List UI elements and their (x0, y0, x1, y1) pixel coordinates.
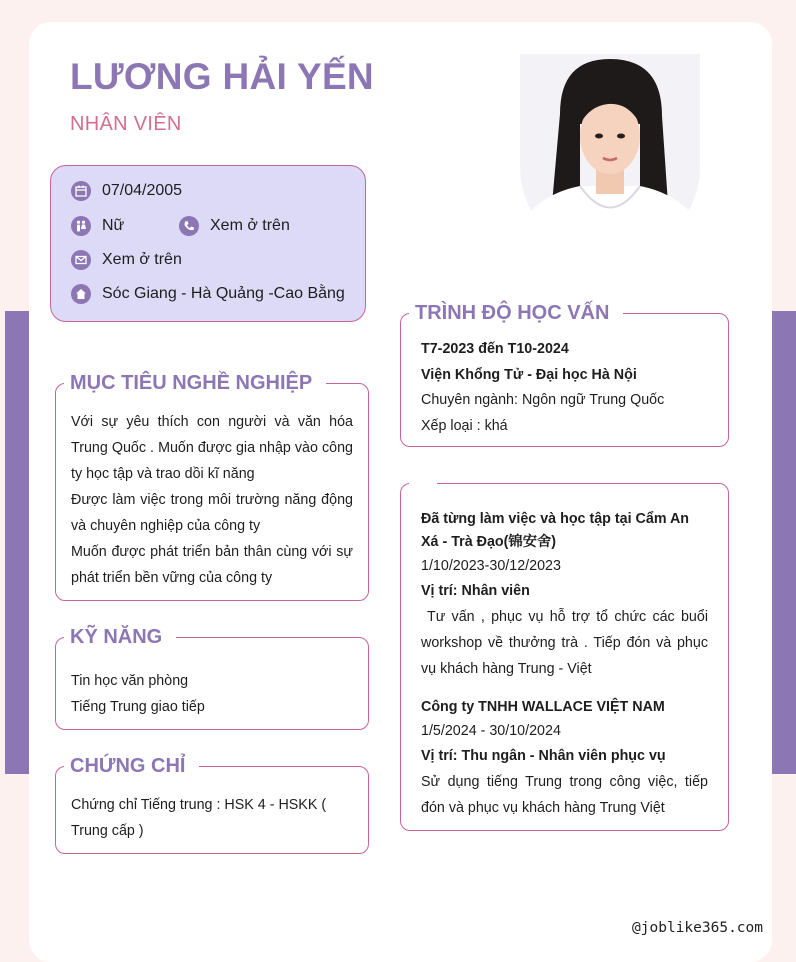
experience-body (421, 508, 708, 821)
experience-title-gap (409, 482, 437, 486)
education-period: T7-2023 đến T10-2024 (421, 341, 569, 357)
job-entry (421, 508, 708, 682)
certificates-title: CHỨNG CHỈ (64, 754, 199, 778)
job-period: 1/5/2024 - 30/10/2024 (421, 723, 561, 739)
phone-value: Xem ở trên (210, 217, 290, 234)
candidate-role: NHÂN VIÊN (70, 113, 182, 135)
decor-band-right (772, 311, 796, 774)
job-position: Vị trí: Thu ngân - Nhân viên phục vụ (421, 748, 666, 764)
email-value: Xem ở trên (102, 251, 182, 268)
job-description: Sử dụng tiếng Trung trong công việc, tiếp đón và phục vụ khách hàng Trung Việt (421, 774, 708, 816)
contact-gender (71, 216, 124, 236)
decor-band-left (5, 311, 29, 774)
job-company: Đã từng làm việc và học tập tại Cẩm An Xá - Trà Đạo(锦安舍) (421, 511, 690, 550)
education-major: Chuyên ngành: Ngôn ngữ Trung Quốc (421, 392, 665, 408)
job-description: Tư vấn , phục vụ hỗ trợ tổ chức các buổi workshop về thưởng trà . Tiếp đón và phục vụ khách hàng Trung - Việt (421, 609, 708, 677)
experience-section (400, 483, 729, 831)
calendar-icon (71, 181, 91, 201)
address-value: Sóc Giang - Hà Quảng -Cao Bằng (102, 285, 345, 302)
education-title: TRÌNH ĐỘ HỌC VẤN (409, 301, 623, 325)
job-position: Vị trí: Nhân viên (421, 583, 530, 599)
education-body (421, 337, 710, 439)
job-company: Công ty TNHH WALLACE VIỆT NAM (421, 699, 665, 715)
objective-section (55, 372, 369, 601)
skills-section (55, 626, 369, 730)
skill-item: Tiếng Trung giao tiếp (71, 699, 205, 715)
contact-birthday (71, 181, 182, 201)
phone-icon (179, 216, 199, 236)
gender-icon (71, 216, 91, 236)
objective-body (71, 409, 353, 591)
gender-value: Nữ (102, 217, 125, 234)
contact-phone (179, 216, 290, 236)
objective-paragraph: Muốn được phát triển bản thân cùng với sự phát triển bền vững của công ty (71, 544, 353, 586)
education-section (400, 302, 729, 447)
objective-title: MỤC TIÊU NGHỀ NGHIỆP (64, 371, 326, 395)
education-grade: Xếp loại : khá (421, 417, 508, 434)
skill-item: Tin học văn phòng (71, 673, 189, 689)
mail-icon (71, 250, 91, 270)
home-icon (71, 284, 91, 304)
certificates-section (55, 755, 369, 854)
footer-watermark: @joblike365.com (632, 920, 763, 936)
job-period: 1/10/2023-30/12/2023 (421, 558, 561, 574)
profile-photo (520, 54, 700, 257)
contact-email (71, 250, 182, 270)
education-school: Viện Khổng Tử - Đại học Hà Nội (421, 366, 637, 383)
birthday-value: 07/04/2005 (102, 182, 183, 199)
skills-list (71, 668, 353, 720)
candidate-name: LƯƠNG HẢI YẾN (70, 56, 374, 97)
objective-paragraph: Được làm việc trong môi trường năng động và chuyên nghiệp của công ty (71, 492, 353, 534)
certificate-item: Chứng chỉ Tiếng trung : HSK 4 - HSKK ( Trung cấp ) (71, 797, 327, 839)
objective-paragraph: Với sự yêu thích con người và văn hóa Trung Quốc . Muốn được gia nhập vào công ty học tập và trao dồi kĩ năng (71, 414, 353, 482)
contact-address (71, 284, 345, 304)
job-entry (421, 696, 708, 821)
contact-card (50, 165, 366, 322)
skills-title: KỸ NĂNG (64, 625, 176, 649)
